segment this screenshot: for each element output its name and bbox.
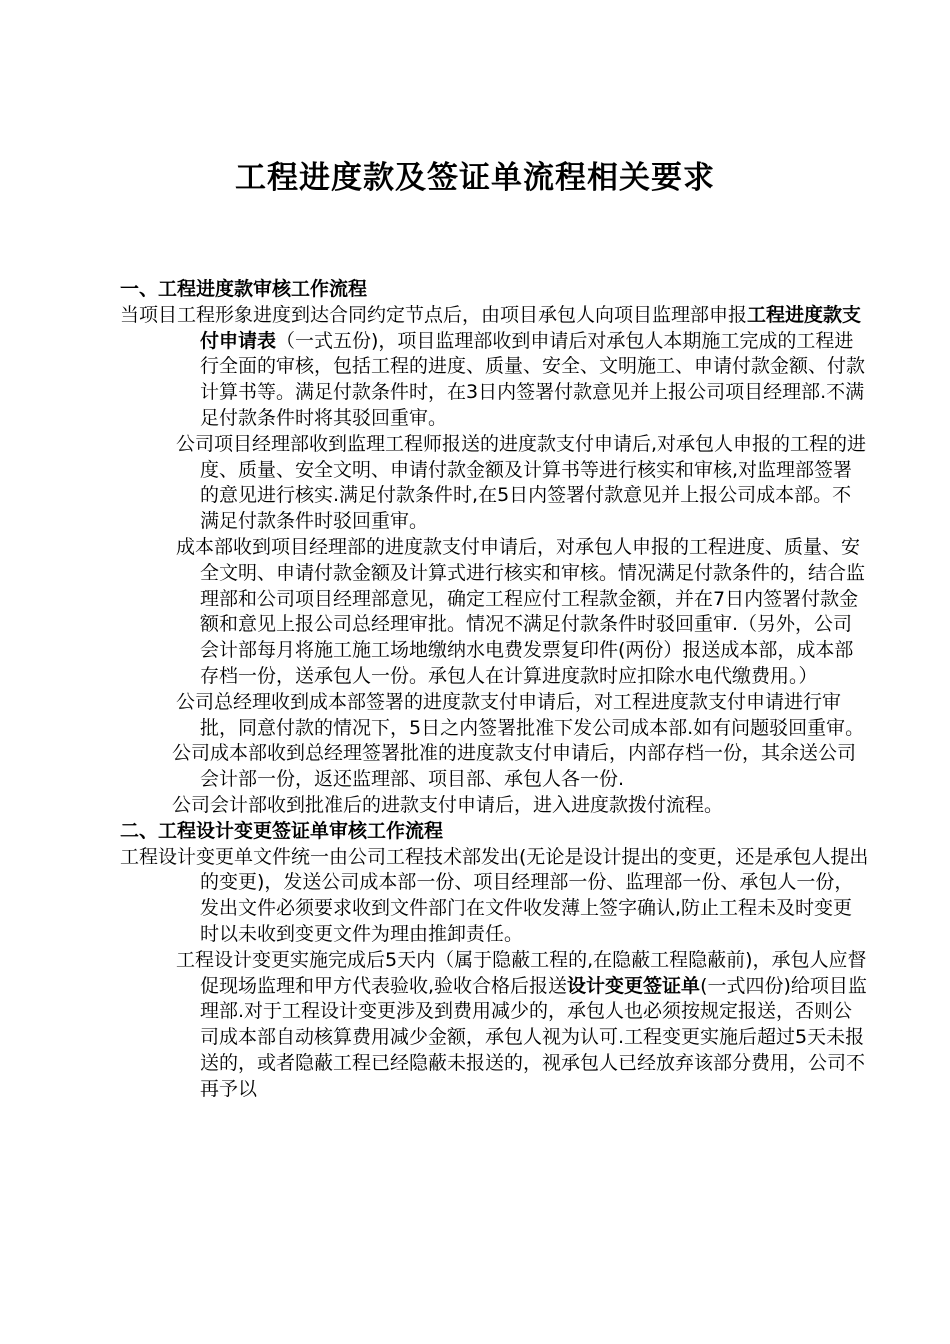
paragraph: 成本部收到项目经理部的进度款支付申请后，对承包人申报的工程进度、质量、安全文明、申请付款金额及计算式进行核实和审核。情况满足付款条件的，结合监理部和公司项目经理部意见，确定工程应付工程款金额，并在7日内签署付款金额和意见上报公司总经理审批。情况不满足付款条件时驳回重审.（另外，公司会计部每月将施工施工场地缴纳水电费发票复印件(两份）报送成本部，成本部存档一份，送承包人一份。承包人在计算进度款时应扣除水电代缴费用。） (176, 535, 866, 687)
document-title: 工程进度款及签证单流程相关要求 (235, 160, 715, 196)
bold-form-name: 工程进度款支付申请表 (200, 303, 862, 352)
section-heading-progress-payment: 一、工程进度款审核工作流程 (120, 278, 368, 300)
paragraph: 公司项目经理部收到监理工程师报送的进度款支付申请后,对承包人申报的工程的进度、质量、安全文明、申请付款金额及计算书等进行核实和审核,对监理部签署的意见进行核实.满足付款条件时,在5日内签署付款意见并上报公司成本部。不满足付款条件时驳回重审。 (176, 432, 867, 533)
paragraph (120, 303, 870, 432)
paragraph: 公司总经理收到成本部签署的进度款支付申请后，对工程进度款支付申请进行审批，同意付款的情况下，5日之内签署批准下发公司成本部.如有问题驳回重审。 (176, 690, 865, 739)
paragraph-text: (一式四份)给项目监理部.对于工程设计变更涉及到费用减少的，承包人也必须按规定报送，否则公司成本部自动核算费用减少金额，承包人视为认可.工程变更实施后超过5天未报送的，或者隐蔽工程已经隐蔽未报送的，视承包人已经放弃该部分费用，公司不再予以 (200, 974, 867, 1100)
paragraph-text: 当项目工程形象进度到达合同约定节点后，由项目承包人向项目监理部申报 (120, 303, 748, 326)
paragraph-text: 工程设计变更实施完成后5天内（属于隐蔽工程的,在隐蔽工程隐蔽前)，承包人应督促现场监理和甲方代表验收,验收合格后报送 (176, 948, 867, 997)
paragraph: 公司会计部收到批准后的进款支付申请后，进入进度款拨付流程。 (172, 793, 724, 816)
paragraph: 工程设计变更单文件统一由公司工程技术部发出(无论是设计提出的变更，还是承包人提出的变更)，发送公司成本部一份、项目经理部一份、监理部一份、承包人一份，发出文件必须要求收到文件部门在文件收发薄上签字确认,防止工程未及时变更时以未收到变更文件为理由推卸责任。 (120, 845, 869, 945)
document-body (120, 277, 870, 1103)
paragraph: 公司成本部收到总经理签署批准的进度款支付申请后，内部存档一份，其余送公司会计部一份，返还监理部、项目部、承包人各一份. (172, 742, 857, 791)
paragraph (120, 948, 870, 1103)
section-heading-design-change: 二、工程设计变更签证单审核工作流程 (120, 819, 444, 842)
bold-form-name: 设计变更签证单 (567, 974, 701, 997)
paragraph-text: （一式五份)，项目监理部收到申请后对承包人本期施工完成的工程进行全面的审核，包括工程的进度、质量、安全、文明施工、申请付款金额、付款计算书等。满足付款条件时，在3日内签署付款意见并上报公司项目经理部.不满足付款条件时将其驳回重审。 (200, 329, 866, 429)
